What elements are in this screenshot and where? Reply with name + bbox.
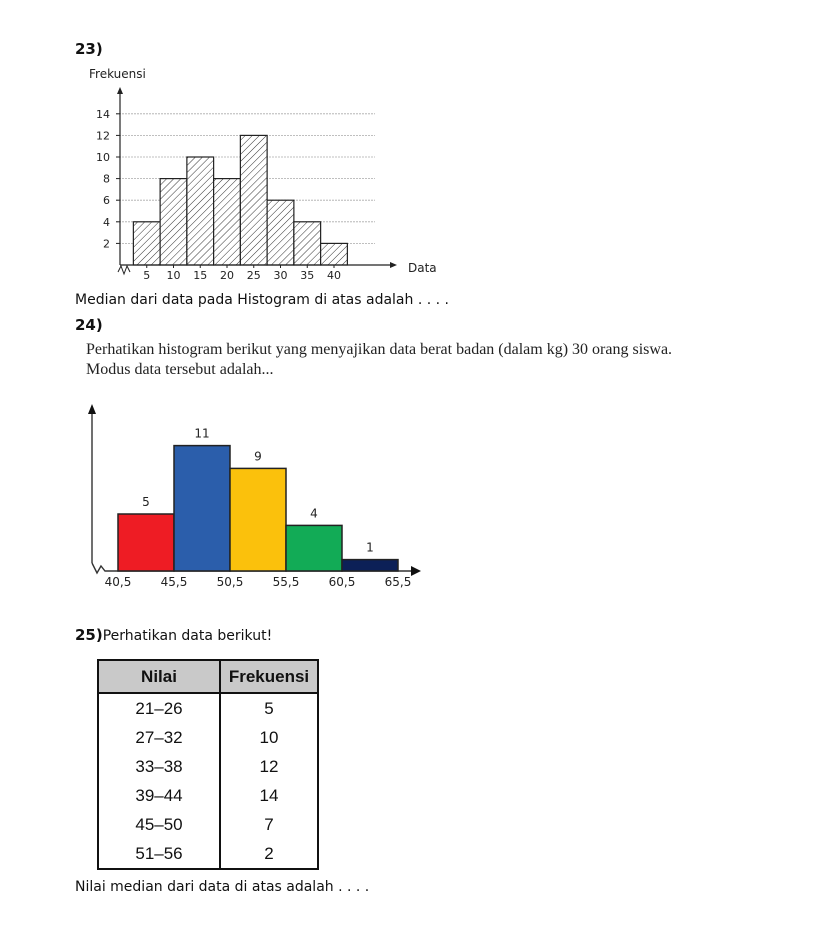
q25-question: Nilai median dari data di atas adalah . . . . bbox=[75, 879, 370, 895]
q25-heading bbox=[75, 626, 272, 644]
table-row bbox=[98, 723, 318, 752]
x-tick-label: 40,5 bbox=[104, 575, 132, 589]
x-tick-label: 35 bbox=[300, 269, 315, 282]
histogram-bar bbox=[267, 200, 294, 265]
x-tick-label: 45,5 bbox=[160, 575, 188, 589]
nilai-cell: 33–38 bbox=[98, 752, 220, 781]
table-header-nilai: Nilai bbox=[98, 660, 220, 693]
q24-text-line2: Modus data tersebut adalah... bbox=[86, 361, 274, 378]
x-axis-label: Data bbox=[408, 261, 437, 275]
table-header-frekuensi: Frekuensi bbox=[220, 660, 318, 693]
frekuensi-cell: 7 bbox=[220, 810, 318, 839]
data-label: 5 bbox=[142, 495, 150, 509]
x-tick-label: 55,5 bbox=[272, 575, 300, 589]
frekuensi-cell: 14 bbox=[220, 781, 318, 810]
axis-break bbox=[118, 266, 130, 274]
data-label: 4 bbox=[310, 506, 318, 521]
nilai-cell: 45–50 bbox=[98, 810, 220, 839]
x-tick-label: 65,5 bbox=[384, 575, 412, 589]
y-tick-label: 6 bbox=[103, 194, 110, 208]
x-tick-label: 50,5 bbox=[216, 575, 244, 589]
histogram-bar bbox=[174, 446, 230, 571]
q25-intro: Perhatikan data berikut! bbox=[102, 628, 273, 644]
histogram-bar bbox=[342, 560, 398, 571]
q23-histogram bbox=[80, 60, 460, 292]
y-tick-label: 14 bbox=[96, 107, 110, 121]
frekuensi-cell: 2 bbox=[220, 839, 318, 869]
histogram-bar bbox=[187, 157, 214, 265]
data-label: 1 bbox=[366, 540, 374, 555]
x-tick-label: 25 bbox=[246, 269, 261, 282]
table-row bbox=[98, 693, 318, 723]
histogram-bar bbox=[294, 222, 321, 265]
q23-number: 23) bbox=[75, 40, 103, 58]
y-axis-label: Frekuensi bbox=[89, 67, 146, 81]
y-tick-label: 2 bbox=[103, 237, 110, 251]
nilai-cell: 39–44 bbox=[98, 781, 220, 810]
histogram-bar bbox=[240, 135, 267, 265]
x-tick-label: 40 bbox=[327, 269, 341, 282]
x-tick-label: 20 bbox=[220, 269, 234, 282]
x-tick-label: 30 bbox=[273, 269, 288, 282]
frekuensi-cell: 12 bbox=[220, 752, 318, 781]
table-row bbox=[98, 781, 318, 810]
y-axis-arrow bbox=[88, 404, 96, 414]
y-tick-label: 12 bbox=[96, 129, 110, 143]
table-row bbox=[98, 752, 318, 781]
data-label: 11 bbox=[194, 426, 210, 441]
nilai-cell: 27–32 bbox=[98, 723, 220, 752]
histogram-bar bbox=[230, 468, 286, 571]
nilai-cell: 21–26 bbox=[98, 693, 220, 723]
table-row bbox=[98, 839, 318, 869]
histogram-bar bbox=[214, 179, 241, 265]
nilai-cell: 51–56 bbox=[98, 839, 220, 869]
x-axis-arrow bbox=[390, 262, 397, 268]
x-tick-label: 5 bbox=[143, 269, 151, 282]
histogram-bar bbox=[133, 222, 160, 265]
q25-table bbox=[97, 659, 319, 870]
q24-text-line1: Perhatikan histogram berikut yang menyajikan data berat badan (dalam kg) 30 orang siswa. bbox=[86, 341, 673, 358]
x-tick-label: 10 bbox=[166, 269, 181, 282]
x-axis-arrow bbox=[411, 566, 421, 576]
y-tick-label: 4 bbox=[103, 215, 110, 229]
q24-number: 24) bbox=[75, 316, 103, 334]
y-tick-label: 10 bbox=[96, 151, 110, 164]
data-label: 9 bbox=[254, 449, 262, 464]
frekuensi-cell: 10 bbox=[220, 723, 318, 752]
histogram-bar bbox=[321, 243, 348, 265]
frekuensi-cell: 5 bbox=[220, 693, 318, 723]
q24-histogram bbox=[80, 398, 440, 594]
histogram-bar bbox=[118, 514, 174, 571]
q23-question: Median dari data pada Histogram di atas adalah . . . . bbox=[75, 292, 449, 308]
table-row bbox=[98, 810, 318, 839]
q25-number: 25) bbox=[75, 626, 103, 644]
histogram-bar bbox=[286, 525, 342, 571]
histogram-bar bbox=[160, 179, 187, 265]
y-axis-arrow bbox=[117, 87, 123, 94]
x-tick-label: 15 bbox=[193, 269, 208, 282]
x-tick-label: 60,5 bbox=[328, 575, 356, 589]
y-tick-label: 8 bbox=[103, 172, 110, 186]
